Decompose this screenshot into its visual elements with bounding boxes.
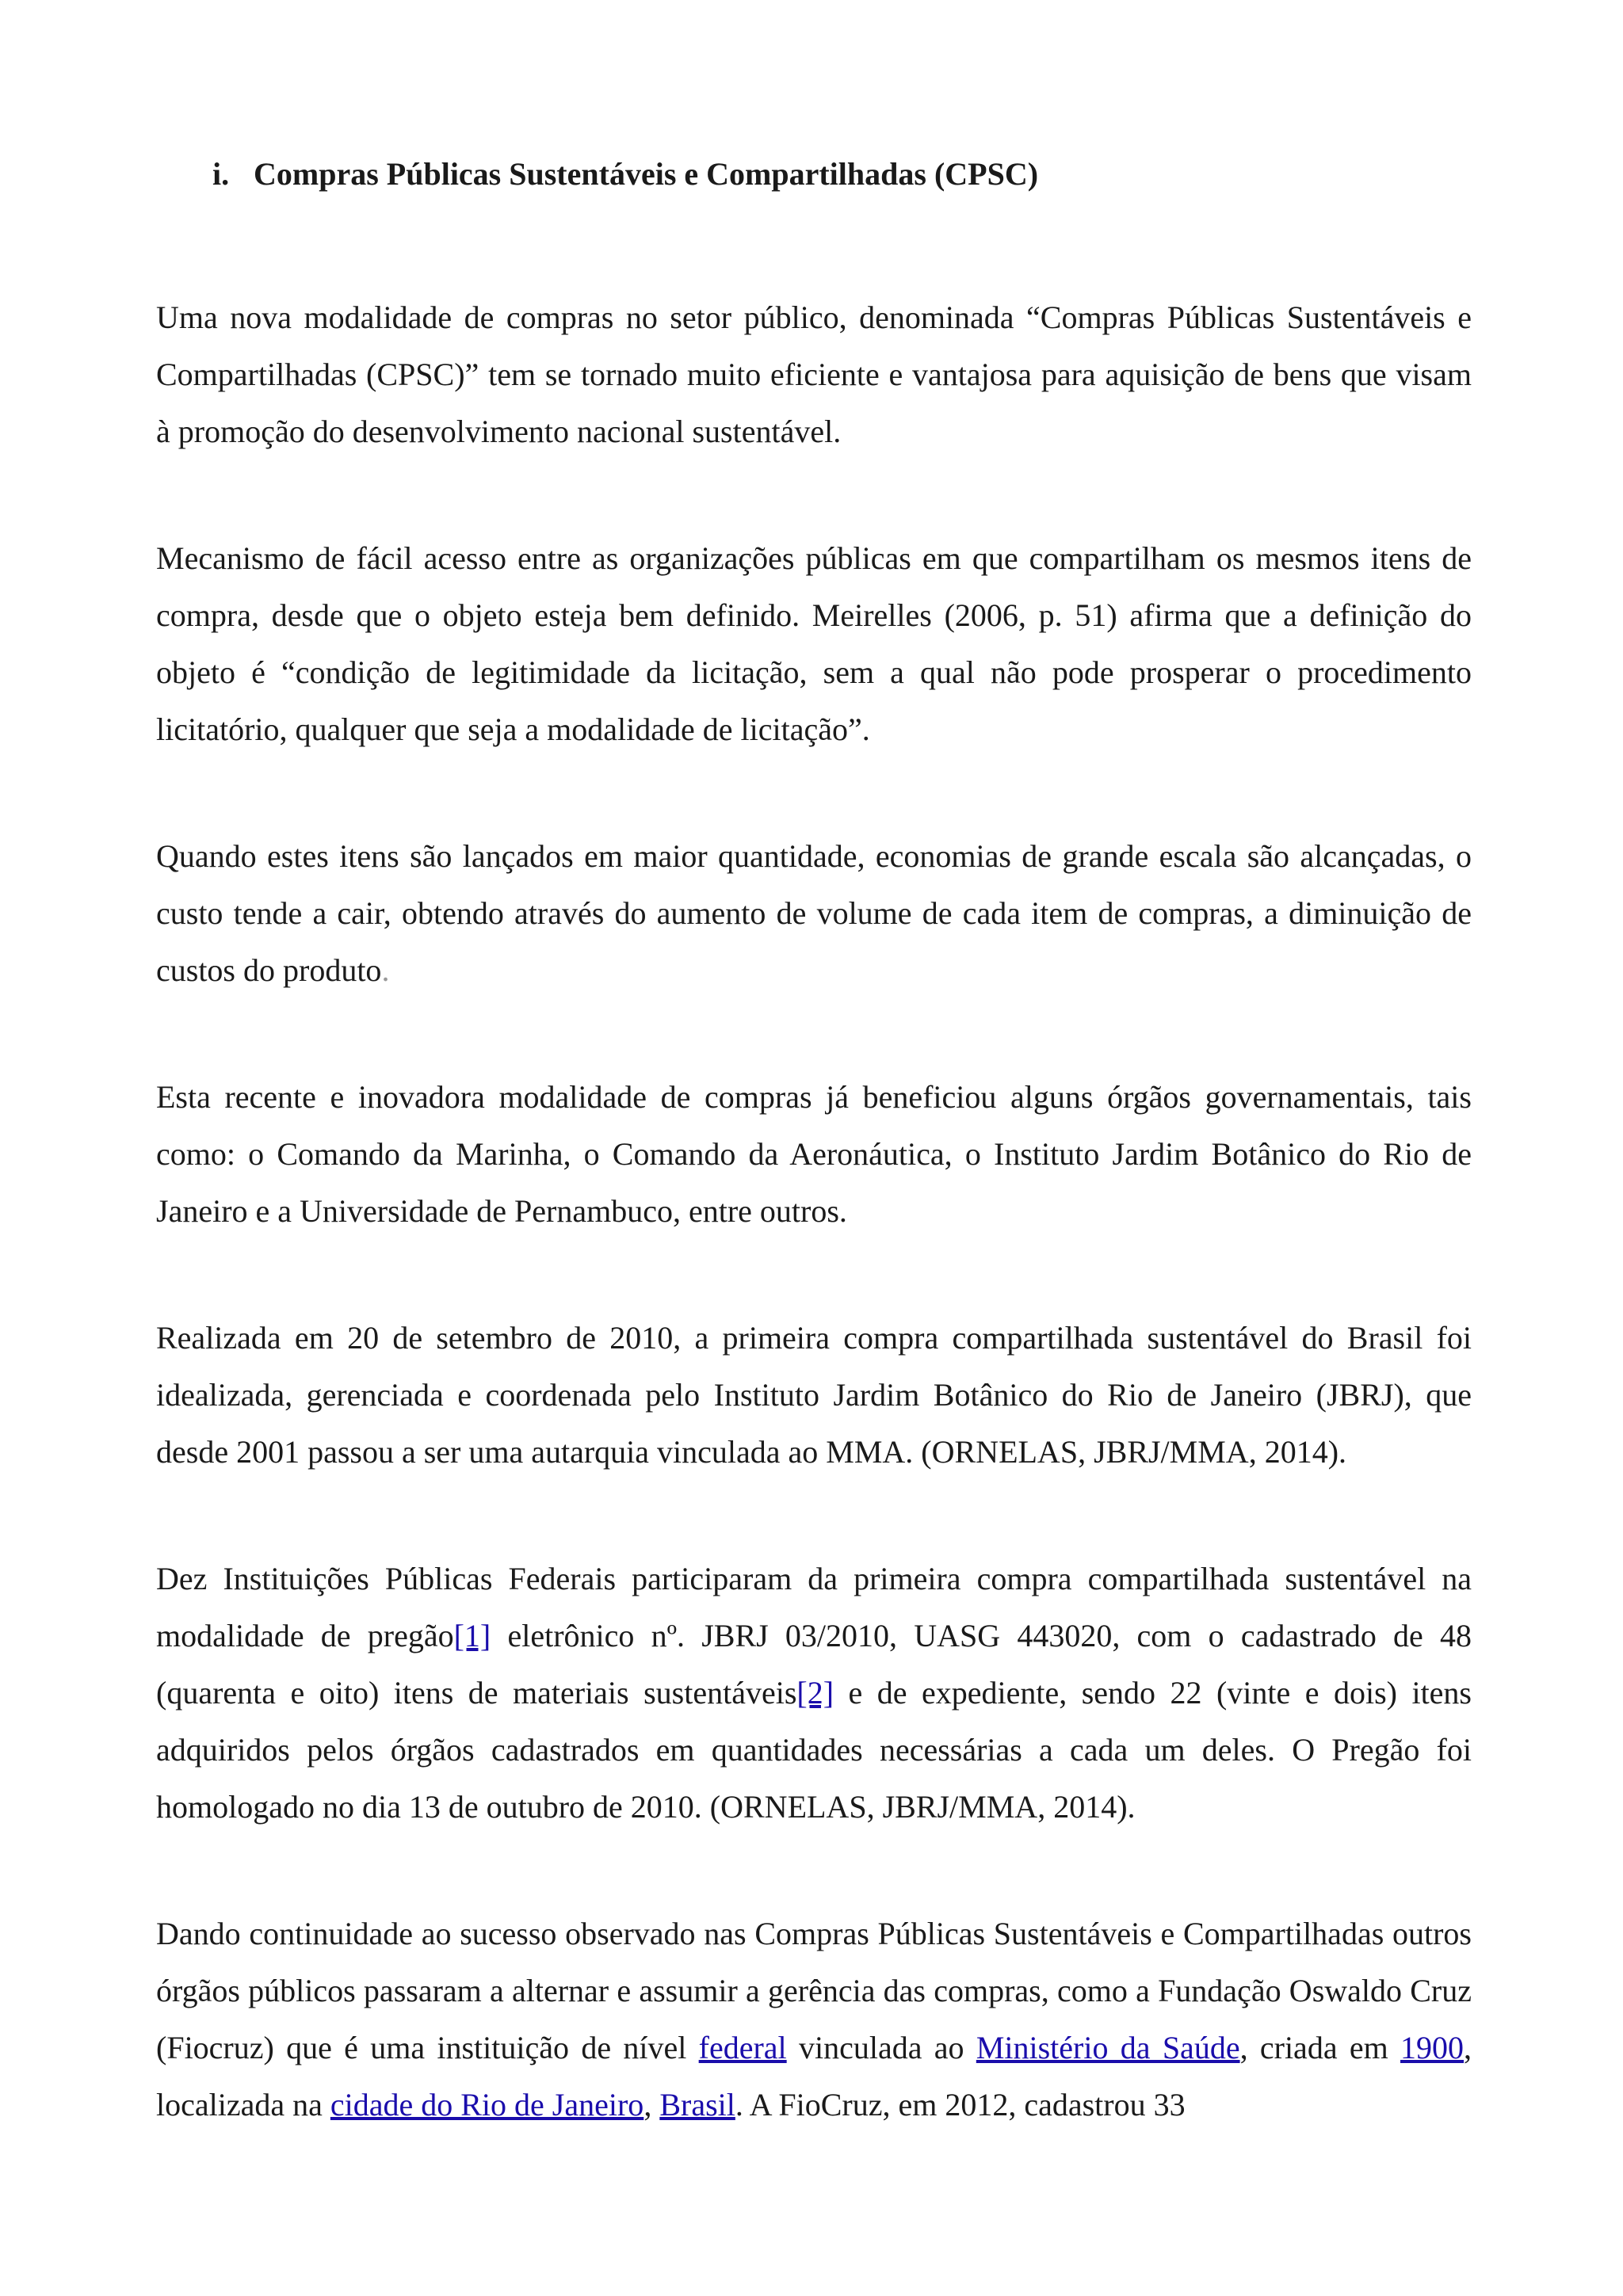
paragraph-3-period: . bbox=[381, 952, 390, 988]
paragraph-1: Uma nova modalidade de compras no setor público, denominada “Compras Públicas Sustentáveis e Compartilhadas (CPSC)” tem se tornado muito eficiente e vantajosa para aquisição de bens que visam à promoção do desenvolvimento nacional sustentável. bbox=[156, 299, 1472, 449]
paragraph-7-text-3: , criada em bbox=[1239, 2030, 1401, 2065]
link-federal[interactable]: federal bbox=[698, 2030, 787, 2065]
paragraph-3 bbox=[156, 828, 1472, 999]
paragraph-3-text: Quando estes itens são lançados em maior quantidade, economias de grande escala são alcançadas, o custo tende a cair, obtendo através do aumento de volume de cada item de compras, a diminuição de custos do produto bbox=[156, 838, 1472, 988]
paragraph-7-text-4: , localizada na bbox=[156, 2030, 1472, 2122]
paragraph-2: Mecanismo de fácil acesso entre as organizações públicas em que compartilham os mesmos itens de compra, desde que o objeto esteja bem definido. Meirelles (2006, p. 51) afirma que a definição do objeto é “condição de legitimidade da licitação, sem a qual não pode prosperar o procedimento licitatório, qualquer que seja a modalidade de licitação”. bbox=[156, 540, 1472, 747]
paragraph-7-text-2: vinculada ao bbox=[786, 2030, 976, 2065]
paragraph-7-text-6: . A FioCruz, em 2012, cadastrou 33 bbox=[735, 2087, 1186, 2122]
footnote-link-1[interactable]: [1] bbox=[453, 1618, 491, 1653]
document-body bbox=[156, 289, 1472, 2203]
section-title: Compras Públicas Sustentáveis e Compartilhadas (CPSC) bbox=[254, 156, 1039, 192]
section-heading bbox=[212, 151, 1038, 198]
link-cidade-rio-de-janeiro[interactable]: cidade do Rio de Janeiro bbox=[330, 2087, 644, 2122]
paragraph-6-text-3: e de expediente, sendo 22 (vinte e dois) itens adquiridos pelos órgãos cadastrados em quantidades necessárias a cada um deles. O Pregão foi homologado no dia 13 de outubro de 2010. (ORNELAS, JBRJ/MMA, 2014). bbox=[156, 1675, 1472, 1825]
link-ministerio-da-saude[interactable]: Ministério da Saúde bbox=[976, 2030, 1240, 2065]
paragraph-7-text-5: , bbox=[643, 2087, 660, 2122]
section-number: i. bbox=[212, 156, 230, 192]
paragraph-6-text-2: eletrônico nº. JBRJ 03/2010, UASG 443020, com o cadastrado de 48 (quarenta e oito) itens de materiais sustentáveis bbox=[156, 1618, 1472, 1711]
paragraph-7-text-1: Dando continuidade ao sucesso observado nas Compras Públicas Sustentáveis e Compartilhadas outros órgãos públicos passaram a alternar e assumir a gerência das compras, como a Fundação Oswaldo Cruz (Fiocruz) que é uma instituição de nível bbox=[156, 1916, 1472, 2065]
footnote-link-2[interactable]: [2] bbox=[796, 1675, 834, 1711]
paragraph-5: Realizada em 20 de setembro de 2010, a primeira compra compartilhada sustentável do Brasil foi idealizada, gerenciada e coordenada pelo Instituto Jardim Botânico do Rio de Janeiro (JBRJ), que desde 2001 passou a ser uma autarquia vinculada ao MMA. (ORNELAS, JBRJ/MMA, 2014). bbox=[156, 1320, 1472, 1470]
paragraph-6-text-1: Dez Instituições Públicas Federais participaram da primeira compra compartilhada sustentável na modalidade de pregão bbox=[156, 1561, 1472, 1653]
link-brasil[interactable]: Brasil bbox=[659, 2087, 735, 2122]
paragraph-4: Esta recente e inovadora modalidade de compras já beneficiou alguns órgãos governamentais, tais como: o Comando da Marinha, o Comando da Aeronáutica, o Instituto Jardim Botânico do Rio de Janeiro e a Universidade de Pernambuco, entre outros. bbox=[156, 1079, 1472, 1229]
paragraph-7 bbox=[156, 1905, 1472, 2134]
paragraph-6 bbox=[156, 1550, 1472, 1836]
link-1900[interactable]: 1900 bbox=[1400, 2030, 1465, 2065]
